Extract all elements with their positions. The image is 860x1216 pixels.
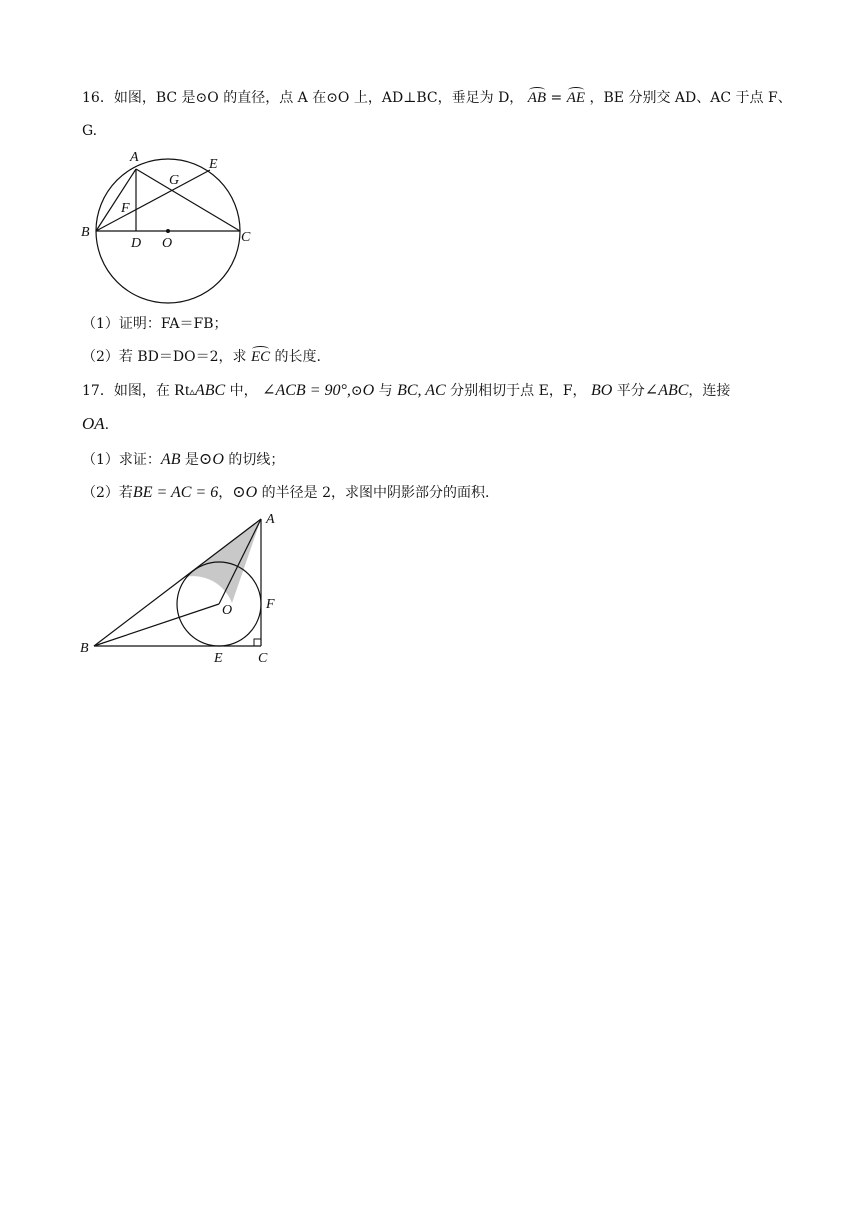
q17-text1f: ，连接 (688, 383, 731, 399)
q16-text3: G. (82, 123, 98, 139)
segment-oa: OA (82, 414, 105, 433)
label-b: B (80, 641, 89, 656)
arc-ab: AB (527, 90, 547, 106)
q16-part1 (82, 314, 228, 334)
label-a: A (266, 512, 275, 527)
label-f: F (121, 201, 130, 216)
angle-acb: ∠ACB = 90°, (262, 382, 351, 399)
q16-part1-text: （1）证明：FA＝FB； (82, 316, 228, 332)
q16-figure (80, 146, 260, 306)
q16-line2 (82, 121, 97, 141)
q17-part2 (82, 483, 489, 503)
q17-figure (78, 508, 298, 668)
q17-text1a: 如图，在 (113, 383, 170, 399)
arc-ec: EC (250, 349, 271, 365)
q16-number: 16． (82, 90, 114, 106)
segment-ab (96, 169, 136, 231)
q17-text1b: 中， (229, 383, 258, 399)
q17-part1-circle: ⊙O (198, 451, 224, 468)
q17-part2-b: ， (218, 485, 233, 501)
q17-part1-ab: AB (160, 451, 181, 468)
q16-text1: 如图，BC 是⊙O 的直径，点 A 在⊙O 上，AD⊥BC，垂足为 D， (113, 90, 524, 106)
q17-number: 17． (82, 383, 114, 399)
q17-part1-a: （1）求证： (82, 452, 161, 468)
circle-o: O (362, 382, 375, 399)
q17-text1d: 分别相切于点 E，F， (445, 383, 587, 399)
angle-abc: ∠ABC (644, 382, 689, 399)
label-f: F (266, 597, 275, 612)
circle-symbol: ⊙ (350, 383, 363, 399)
label-a: A (130, 150, 139, 165)
q16-text2: ，BE 分别交 AD、AC 于点 F、 (589, 90, 792, 106)
q17-text1c: 与 (374, 383, 393, 399)
q16-part2 (82, 347, 321, 367)
right-angle-mark (254, 639, 261, 646)
label-g: G (169, 173, 180, 188)
q17-part1-d: 的切线； (223, 452, 285, 468)
q17-part2-circle: ⊙O (232, 484, 258, 501)
q16-part2-text-a: （2）若 BD＝DO＝2，求 (82, 349, 251, 365)
label-o: O (162, 236, 173, 251)
q16-part2-text-b: 的长度. (270, 349, 322, 365)
segment-ac (136, 169, 240, 231)
label-c: C (241, 230, 251, 245)
q17-line2 (82, 414, 109, 435)
q17-line1 (82, 381, 730, 402)
triangle-symbol: ▵ (189, 385, 195, 398)
rt-symbol: Rt (174, 382, 190, 399)
label-d: D (131, 236, 142, 251)
arc-ae: AE (566, 90, 586, 106)
q17-part2-d: 的半径是 2，求图中阴影部分的面积. (257, 485, 490, 501)
q17-part2-a: （2）若 (82, 485, 133, 501)
label-o: O (222, 603, 233, 618)
segment-bo: BO (591, 382, 613, 399)
triangle-abc: ABC (194, 382, 226, 399)
q17-line2-end: . (104, 417, 110, 433)
sides-bc-ac: BC, AC (397, 382, 446, 399)
label-c: C (258, 651, 268, 666)
label-b: B (81, 225, 90, 240)
label-e: E (214, 651, 223, 666)
center-dot-o (166, 229, 170, 233)
q17-part2-eq: BE = AC = 6 (132, 484, 219, 501)
q17-part1 (82, 450, 284, 470)
q16-line1 (82, 88, 792, 108)
label-e: E (209, 157, 218, 172)
q17-part1-b: 是 (180, 452, 199, 468)
q17-text1e: 平分 (612, 383, 645, 399)
equals-sign: = (546, 90, 567, 106)
segment-bo (94, 604, 219, 646)
